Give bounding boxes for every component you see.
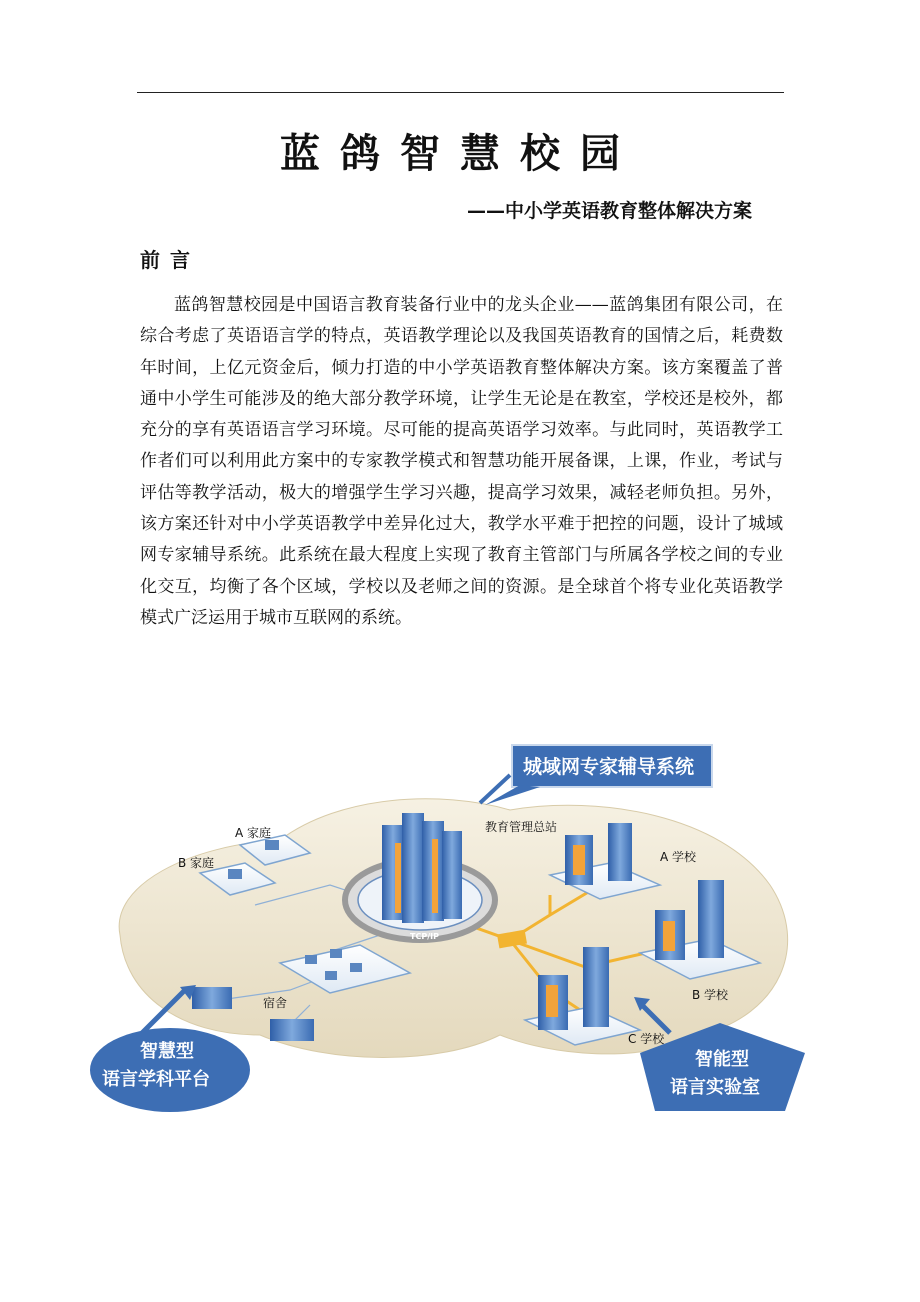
- callout-right-line1: 智能型: [695, 1049, 749, 1070]
- page-subtitle: ——中小学英语教育整体解决方案: [466, 200, 752, 222]
- school-b-label: B 学校: [692, 988, 729, 1002]
- school-a-label: A 学校: [660, 850, 697, 864]
- hub-label: 教育管理总站: [485, 820, 558, 834]
- header-rule: [137, 92, 784, 93]
- hub-ring-label: TCP/IP: [410, 932, 439, 941]
- dorm-label: 宿舍: [263, 996, 288, 1010]
- callout-left-line1: 智慧型: [140, 1041, 194, 1062]
- intro-paragraph: 蓝鸽智慧校园是中国语言教育装备行业中的龙头企业——蓝鸽集团有限公司，在综合考虑了英语语言学的特点，英语教学理论以及我国英语教育的国情之后，耗费数年时间，上亿元资金后，倾力打造的中小学英语教育整体解决方案。该方案覆盖了普通中小学生可能涉及的绝大部分教学环境，让学生无论是在教室，学校还是校外，都充分的享有英语语言学习环境。尽可能的提高英语学习效率。与此同时，英语教学工作者们可以利用此方案中的专家教学模式和智慧功能开展备课，上课，作业，考试与评估等教学活动，极大的增强学生学习兴趣，提高学习效果，减轻老师负担。另外，该方案还针对中小学英语教学中差异化过大，教学水平难于把控的问题，设计了城域网专家辅导系统。此系统在最大程度上实现了教育主管部门与所属各学校之间的专业化交互，均衡了各个区域，学校以及老师之间的资源。是全球首个将专业化英语教学模式广泛运用于城市互联网的系统。: [140, 295, 783, 628]
- callout-left-line2: 语言学科平台: [102, 1069, 210, 1090]
- home-a-label: A 家庭: [235, 826, 272, 840]
- network-diagram: [80, 735, 810, 1115]
- page-title: 蓝鸽智慧校园: [280, 131, 640, 177]
- home-b-label: B 家庭: [178, 856, 215, 870]
- section-heading: 前言: [140, 248, 200, 272]
- callout-right-line2: 语言实验室: [670, 1077, 760, 1098]
- school-c-label: C 学校: [628, 1032, 665, 1046]
- callout-top-text: 城域网专家辅导系统: [523, 756, 695, 778]
